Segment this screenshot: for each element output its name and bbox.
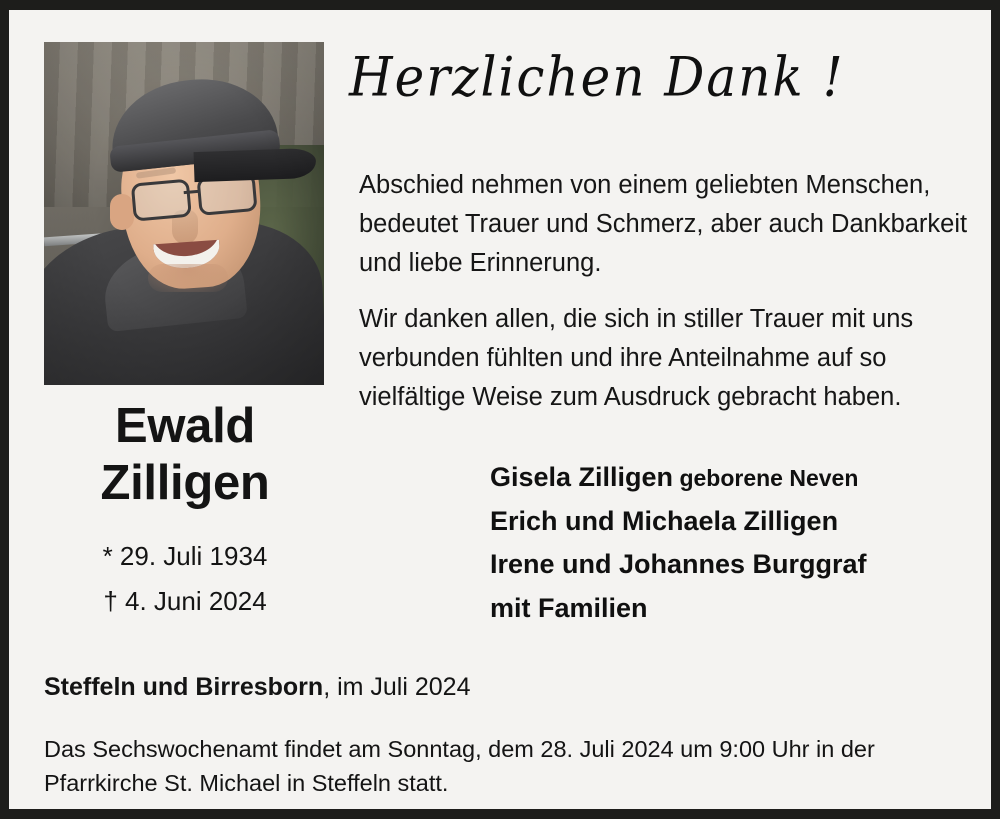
card-border-top xyxy=(0,0,1000,10)
family-widow-name: Gisela Zilligen xyxy=(490,462,674,492)
memorial-paragraph-2: Wir danken allen, die sich in stiller Trauer mit uns verbunden fühlten und ihre Anteilnahme auf so vielfältige Weise zum Ausdruck gebracht haben. xyxy=(359,305,914,411)
family-line-2: Erich und Michaela Zilligen xyxy=(490,505,839,536)
deceased-first-name: Ewald xyxy=(114,399,256,453)
deceased-name xyxy=(44,398,326,512)
portrait-photo xyxy=(44,42,324,385)
family-line-3: Irene und Johannes Burggraf xyxy=(490,549,867,580)
card-border-left xyxy=(0,0,9,819)
service-notice: Das Sechswochenamt findet am Sonntag, dem 28. Juli 2024 um 9:00 Uhr in der Pfarrkirche St. Michael in Steffeln statt. xyxy=(44,736,875,797)
family-signatures xyxy=(490,456,990,631)
place-date: , im Juli 2024 xyxy=(323,673,471,701)
card-border-right xyxy=(991,0,1000,819)
family-maiden-name: geborene Neven xyxy=(673,465,859,491)
place-and-date-line xyxy=(44,673,964,702)
deceased-last-name: Zilligen xyxy=(100,455,270,510)
family-line-1 xyxy=(490,456,990,500)
card-body xyxy=(9,10,991,809)
deceased-dates xyxy=(44,534,326,623)
place-names: Steffeln und Birresborn xyxy=(44,673,324,701)
card-border-bottom xyxy=(0,809,1000,819)
memorial-paragraph-1: Abschied nehmen von einem geliebten Menschen, bedeutet Trauer und Schmerz, aber auch Dankbarkeit und liebe Erinnerung. xyxy=(359,171,968,277)
family-line-4: mit Familien xyxy=(490,593,648,624)
thank-you-headline: Herzlichen Dank ! xyxy=(349,45,845,109)
birth-date: * 29. Juli 1934 xyxy=(102,541,268,571)
death-date: † 4. Juni 2024 xyxy=(103,585,267,616)
photo-vignette xyxy=(44,42,324,385)
